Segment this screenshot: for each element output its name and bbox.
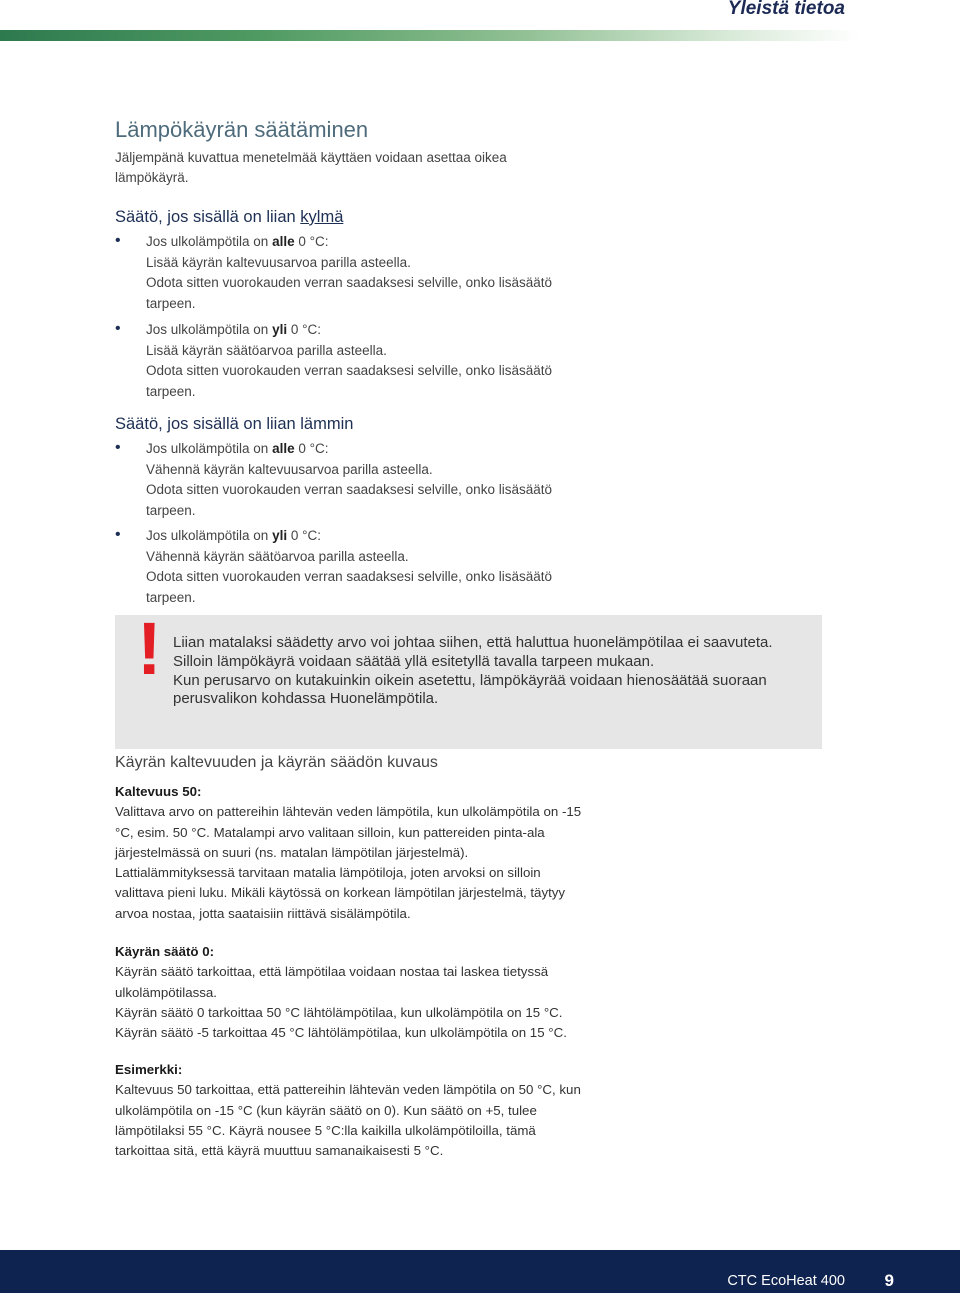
block-label: Esimerkki:: [115, 1062, 183, 1077]
bullet-suffix: 0 °C:: [287, 528, 322, 543]
bullet-note: Odota sitten vuorokauden verran saadaksesi selville, onko lisäsäätö tarpeen.: [146, 569, 552, 605]
description-block-slope: [115, 782, 585, 924]
block-text: Valittava arvo on pattereihin lähtevän veden lämpötila, kun ulkolämpötila on -15 °C, esim. 50 °C. Matalampi arvo valitaan silloin, kun pattereiden pinta-ala järjestelmässä on suuri (ns. matalan lämpötilan järjestelmä). Lattialämmityksessä tarvitaan matalia lämpötiloja, joten arvoksi on silloin valittava pieni luku. Mikäli käytössä on korkean lämpötilan järjestelmä, täytyy arvoa nostaa, jotta saataisiin riittävä sisälämpötila.: [115, 804, 582, 921]
bullet-prefix: Jos ulkolämpötila on: [146, 322, 273, 337]
bullet-suffix: 0 °C:: [294, 234, 329, 249]
bullet-note: Odota sitten vuorokauden verran saadaksesi selville, onko lisäsäätö tarpeen.: [146, 363, 552, 399]
list-item-text: [146, 320, 595, 402]
bullet-dot-icon: •: [115, 439, 121, 456]
warning-text: [173, 634, 813, 709]
footer-product-name: CTC EcoHeat 400: [727, 1273, 845, 1289]
header-gradient-bar: [0, 30, 860, 41]
bullet-dot-icon: •: [115, 320, 121, 337]
list-item-text: [146, 526, 595, 608]
bullet-bold: alle: [272, 234, 295, 249]
description-block-example: [115, 1060, 585, 1161]
page-title: Lämpökäyrän säätäminen: [115, 117, 369, 142]
bullet-suffix: 0 °C:: [287, 322, 322, 337]
bullet-dot-icon: •: [115, 526, 121, 543]
list-item-text: [146, 439, 595, 521]
bullet-prefix: Jos ulkolämpötila on: [146, 234, 273, 249]
bullet-dot-icon: •: [115, 232, 121, 249]
block-text: Käyrän säätö tarkoittaa, että lämpötilaa voidaan nostaa tai laskea tietyssä ulkolämpötilassa.: [115, 964, 549, 1000]
block-label: Käyrän säätö 0:: [115, 944, 215, 959]
list-item-text: [146, 232, 595, 314]
bullet-note: Odota sitten vuorokauden verran saadaksesi selville, onko lisäsäätö tarpeen.: [146, 482, 552, 518]
section-heading-cold-prefix: Säätö, jos sisällä on liian: [115, 208, 301, 226]
list-item-warm-above: [115, 526, 595, 608]
block-text: Kaltevuus 50 tarkoittaa, että pattereihin lähtevän veden lämpötila on 50 °C, kun ulkolämpötila on -15 °C (kun käyrän säätö on 0). Kun säätö on +5, tulee lämpötilaksi 55 °C. Käyrä nousee 5 °C:lla kaikilla ulkolämpötiloilla, tämä tarkoittaa sitä, että käyrä muuttuu samanaikaisesti 5 °C.: [115, 1082, 581, 1159]
header-title: Yleistä tietoa: [727, 0, 845, 19]
bullet-note: Odota sitten vuorokauden verran saadaksesi selville, onko lisäsäätö tarpeen.: [146, 275, 552, 311]
warning-box: [115, 607, 822, 749]
warning-paragraph-1: Liian matalaksi säädetty arvo voi johtaa siihen, että haluttua huonelämpötilaa ei saavuteta. Silloin lämpökäyrä voidaan säätää yllä esitetyllä tavalla tarpeen mukaan.: [173, 634, 773, 670]
bullet-instruction: Lisää käyrän säätöarvoa parilla asteella.: [146, 342, 387, 358]
block-label: Kaltevuus 50:: [115, 784, 202, 799]
block-text-2: Käyrän säätö 0 tarkoittaa 50 °C lähtölämpötilaa, kun ulkolämpötila on 15 °C.: [115, 1004, 563, 1020]
section-heading-warm: Säätö, jos sisällä on liian lämmin: [115, 415, 354, 433]
bullet-instruction: Vähennä käyrän kaltevuusarvoa parilla asteella.: [146, 461, 433, 477]
exclamation-icon: !: [137, 607, 162, 690]
footer-page-number: 9: [884, 1271, 894, 1290]
list-item-cold-above: [115, 320, 595, 402]
description-heading: Käyrän kaltevuuden ja käyrän säädön kuvaus: [115, 754, 438, 771]
bullet-prefix: Jos ulkolämpötila on: [146, 441, 273, 456]
bullet-suffix: 0 °C:: [294, 441, 329, 456]
block-text-3: Käyrän säätö -5 tarkoittaa 45 °C lähtölämpötilaa, kun ulkolämpötila on 15 °C.: [115, 1025, 567, 1041]
list-item-cold-below: [115, 232, 595, 314]
bullet-bold: alle: [272, 441, 295, 456]
bullet-instruction: Vähennä käyrän säätöarvoa parilla asteella.: [146, 548, 409, 564]
bullet-instruction: Lisää käyrän kaltevuusarvoa parilla asteella.: [146, 254, 411, 270]
list-item-warm-below: [115, 439, 595, 521]
bullet-bold: yli: [272, 322, 288, 337]
description-block-adjust: [115, 942, 585, 1043]
section-heading-cold: [115, 208, 343, 227]
section-heading-cold-emph: kylmä: [300, 208, 344, 226]
bullet-bold: yli: [272, 528, 288, 543]
bullet-prefix: Jos ulkolämpötila on: [146, 528, 273, 543]
intro-text: Jäljempänä kuvattua menetelmää käyttäen voidaan asettaa oikea lämpökäyrä.: [115, 150, 507, 185]
warning-paragraph-2: Kun perusarvo on kutakuinkin oikein asetettu, lämpökäyrää voidaan hienosäätää suoraan perusvalikon kohdassa Huonelämpötila.: [173, 671, 767, 708]
